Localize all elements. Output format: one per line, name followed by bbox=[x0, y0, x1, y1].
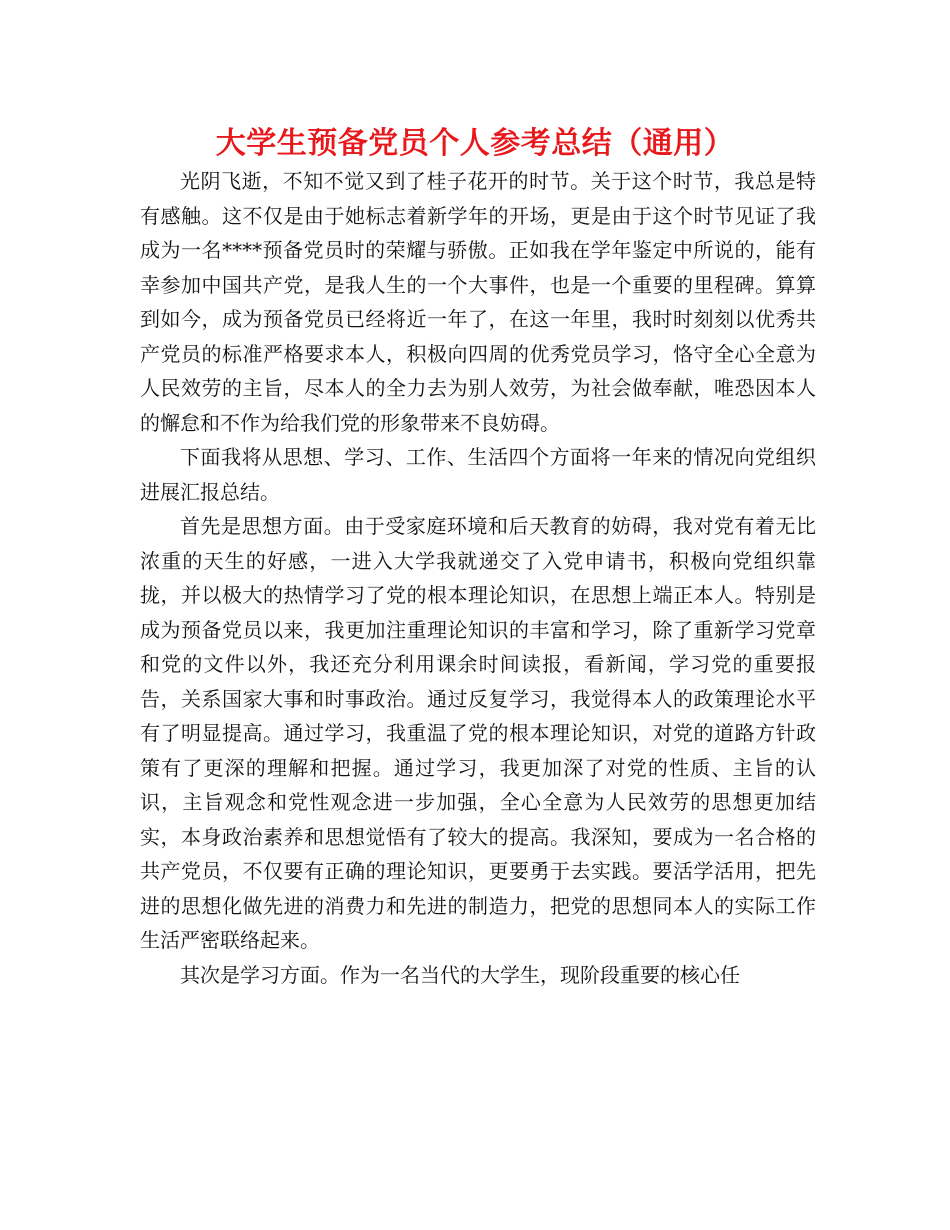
paragraph-study: 其次是学习方面。作为一名当代的大学生，现阶段重要的核心任 bbox=[180, 962, 740, 987]
document-body bbox=[140, 164, 816, 992]
paragraph-overview: 下面我将从思想、学习、工作、生活四个方面将一年来的情况向党组织进展汇报总结。 bbox=[140, 445, 816, 504]
paragraph-intro: 光阴飞逝，不知不觉又到了桂子花开的时节。关于这个时节，我总是特有感触。这不仅是由于她标志着新学年的开场，更是由于这个时节见证了我成为一名****预备党员时的荣耀与骄傲。正如我在学年鉴定中所说的，能有幸参加中国共产党，是我人生的一个大事件，也是一个重要的里程碑。算算到如今，成为预备党员已经将近一年了，在这一年里，我时时刻刻以优秀共产党员的标准严格要求本人，积极向四周的优秀党员学习，恪守全心全意为人民效劳的主旨，尽本人的全力去为别人效劳，为社会做奉献，唯恐因本人的懈怠和不作为给我们党的形象带来不良妨碍。 bbox=[140, 169, 816, 435]
document-title: 大学生预备党员个人参考总结（通用） bbox=[215, 126, 735, 161]
paragraph-ideology: 首先是思想方面。由于受家庭环境和后天教育的妨碍，我对党有着无比浓重的天生的好感，一进入大学我就递交了入党申请书，积极向党组织靠拢，并以极大的热情学习了党的根本理论知识，在思想上端正本人。特别是成为预备党员以来，我更加注重理论知识的丰富和学习，除了重新学习党章和党的文件以外，我还充分利用课余时间读报，看新闻，学习党的重要报告，关系国家大事和时事政治。通过反复学习，我觉得本人的政策理论水平有了明显提高。通过学习，我重温了党的根本理论知识，对党的道路方针政策有了更深的理解和把握。通过学习，我更加深了对党的性质、主旨的认识，主旨观念和党性观念进一步加强，全心全意为人民效劳的思想更加结实，本身政治素养和思想觉悟有了较大的提高。我深知，要成为一名合格的共产党员，不仅要有正确的理论知识，更要勇于去实践。要活学活用，把先进的思想化做先进的消费力和先进的制造力，把党的思想同本人的实际工作生活严密联络起来。 bbox=[140, 514, 816, 952]
